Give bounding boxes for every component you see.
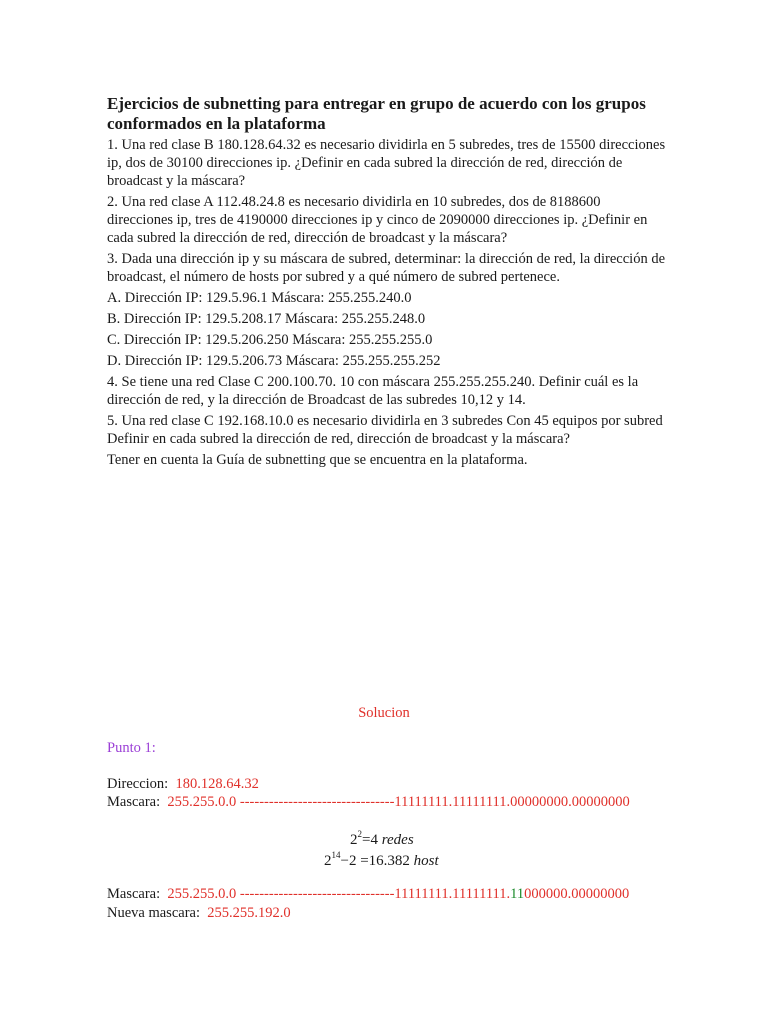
mascara-label: Mascara: bbox=[107, 794, 161, 810]
mascara2-value-b: 000000.00000000 bbox=[524, 886, 630, 902]
exercise-2: 2. Una red clase A 112.48.24.8 es necesario dividirla en 10 subredes, dos de 8188600 direcciones ip, tres de 4190000 direcciones ip y cinco de 2090000 direcciones ip. ¿Definir en cada subred la dirección de red, dirección de broadcast y la máscara? bbox=[107, 194, 648, 246]
direccion-value: 180.128.64.32 bbox=[175, 776, 259, 792]
mascara2-value-a: 255.255.0.0 --------------------------------11111111.11111111. bbox=[167, 886, 511, 902]
exercise-1: 1. Una red clase B 180.128.64.32 es necesario dividirla en 5 subredes, tres de 15500 direcciones ip, dos de 30100 direcciones ip. ¿Definir en cada subred la dirección de red, dirección de broadcast y la máscara? bbox=[107, 137, 666, 189]
exercise-3: 3. Dada una dirección ip y su máscara de subred, determinar: la dirección de red, la dirección de broadcast, el número de hosts por subred y a qué número de subred pertenece. bbox=[107, 251, 666, 285]
eq1-exp: 2 bbox=[357, 829, 362, 839]
solution-heading: Solucion bbox=[358, 705, 410, 721]
equation-host bbox=[324, 850, 439, 870]
eq2-base: 2 bbox=[324, 853, 332, 869]
point-label: Punto 1: bbox=[107, 740, 156, 756]
nueva-mascara-line bbox=[107, 905, 291, 922]
exercise-5: 5. Una red clase C 192.168.10.0 es necesario dividirla en 3 subredes Con 45 equipos por subred Definir en cada subred la dirección de red, dirección de broadcast y la máscara? bbox=[107, 413, 663, 447]
exercise-3c: C. Dirección IP: 129.5.206.250 Máscara: 255.255.255.0 bbox=[107, 332, 433, 348]
eq1-unit: redes bbox=[381, 832, 414, 848]
mascara-line-2 bbox=[107, 886, 629, 903]
exercise-3d: D. Dirección IP: 129.5.206.73 Máscara: 255.255.255.252 bbox=[107, 353, 441, 369]
document-title: Ejercicios de subnetting para entregar en grupo de acuerdo con los grupos conformados en la plataforma bbox=[107, 94, 646, 133]
equation-redes bbox=[350, 829, 414, 849]
eq2-unit: host bbox=[413, 853, 439, 869]
direccion-line bbox=[107, 776, 259, 793]
exercise-3b: B. Dirección IP: 129.5.208.17 Máscara: 255.255.248.0 bbox=[107, 311, 426, 327]
mascara-line-1 bbox=[107, 794, 630, 811]
direccion-label: Direccion: bbox=[107, 776, 169, 792]
nueva-value: 255.255.192.0 bbox=[207, 905, 291, 921]
note: Tener en cuenta la Guía de subnetting que se encuentra en la plataforma. bbox=[107, 452, 528, 468]
exercise-3a: A. Dirección IP: 129.5.96.1 Máscara: 255.255.240.0 bbox=[107, 290, 412, 306]
nueva-label: Nueva mascara: bbox=[107, 905, 200, 921]
exercise-list bbox=[107, 136, 667, 472]
eq1-rhs: =4 bbox=[362, 832, 378, 848]
eq2-mid: −2 =16.382 bbox=[340, 853, 410, 869]
eq2-exp: 14 bbox=[331, 850, 341, 860]
exercise-4: 4. Se tiene una red Clase C 200.100.70. 10 con máscara 255.255.255.240. Definir cuál es la dirección de red, y la dirección de Broadcast de las subredes 10,12 y 14. bbox=[107, 374, 639, 408]
eq1-base: 2 bbox=[350, 832, 358, 848]
mascara2-value-green: 11 bbox=[510, 886, 525, 902]
mascara-value: 255.255.0.0 --------------------------------11111111.11111111.00000000.00000000 bbox=[167, 794, 630, 810]
mascara2-label: Mascara: bbox=[107, 886, 161, 902]
